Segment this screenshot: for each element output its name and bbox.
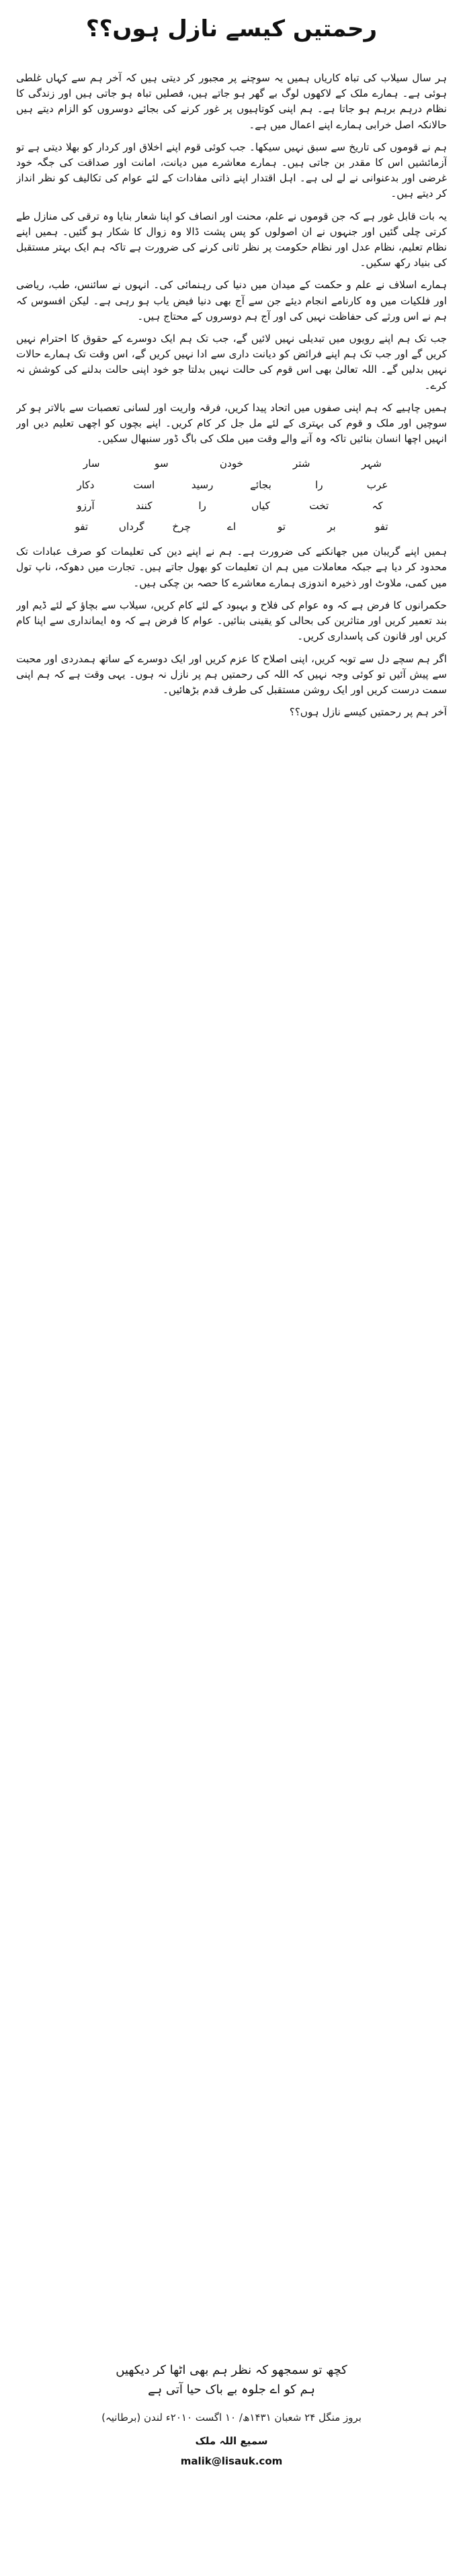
footer-poem-line: کچھ تو سمجھو کہ نظر ہم بھی اٹھا کر دیکھیں — [116, 2363, 347, 2377]
author-signature: سمیع اللہ ملک — [195, 2435, 268, 2447]
poem-word: کیاں — [251, 499, 270, 512]
poem-word: تخت — [309, 499, 329, 512]
paragraph: ہمارے اسلاف نے علم و حکمت کے میدان میں دنیا کی رہنمائی کی۔ انہوں نے سائنس، طب، ریاضی اور فلکیات میں وہ کارنامے انجام دیئے جن سے آج بھی دنیا فیض یاب ہو رہی ہے۔ لیکن افسوس کہ ہم نے اس ورثے کی حفاظت نہیں کی اور آج ہم دوسروں کے محتاج ہیں۔ — [16, 279, 447, 322]
paragraph: حکمرانوں کا فرض ہے کہ وہ عوام کی فلاح و بہبود کے لئے کام کریں، سیلاب سے بچاؤ کے لئے ڈیم اور بند تعمیر کریں اور متاثرین کی بحالی کو یقینی بنائیں۔ عوام کا فرض ہے کہ وہ ایمانداری سے اپنا کام کریں اور قانون کی پاسداری کریں۔ — [16, 598, 447, 643]
poem-word: سو — [155, 457, 169, 470]
poem-word: است — [133, 478, 155, 491]
poem-word: را — [198, 499, 206, 512]
poem-word: اے — [226, 521, 237, 533]
poem-word: تفو — [75, 521, 89, 533]
author-email: malik@lisauk.com — [180, 2455, 283, 2467]
footer-poem — [16, 2358, 447, 2402]
poem-word: تو — [277, 521, 286, 533]
paragraph: ہم نے قوموں کی تاریخ سے سبق نہیں سیکھا۔ جب کوئی قوم اپنے اخلاق اور کردار کو بھلا دیتی ہے تو آزمائشیں اس کا مقدر بن جاتی ہیں۔ ہمارے معاشرے میں دیانت، امانت اور صداقت کی جگہ خود غرضی اور بدعنوانی نے لے لی ہے۔ اہل اقتدار اپنے ذاتی مفادات کے لئے عوام کی تکالیف کو نظر انداز کر دیتے ہیں۔ — [16, 140, 447, 200]
poem-word: را — [314, 478, 323, 491]
poem-word: سار — [83, 457, 100, 470]
paragraph: جب تک ہم اپنے رویوں میں تبدیلی نہیں لائیں گے، جب تک ہم ایک دوسرے کے حقوق کا احترام نہیں کریں گے اور جب تک ہم اپنے فرائض کو دیانت داری سے ادا نہیں کریں گے، اس وقت تک ہمارے حالات نہیں بدلیں گے۔ اللہ تعالیٰ بھی اس قوم کی حالت نہیں بدلتا جو خود اپنی حالت بدلنے کی کوشش نہ کرے۔ — [16, 332, 447, 392]
poem-word: خودن — [219, 457, 244, 470]
paragraph: ہمیں اپنے گریبان میں جھانکنے کی ضرورت ہے۔ ہم نے اپنے دین کی تعلیمات کو صرف عبادات تک محدود کر دیا ہے جبکہ معاملات میں ہم ان تعلیمات کو بھول جاتے ہیں۔ تجارت میں دھوکہ، ناپ تول میں کمی، ملاوٹ اور ذخیرہ اندوزی ہمارے معاشرے کا حصہ بن چکی ہیں۔ — [16, 545, 447, 589]
poem-word: گرداں — [118, 521, 144, 533]
date-line: بروز منگل ۲۴ شعبان ۱۴۳۱ھ/ ۱۰ اگست ۲۰۱۰ء لندن (برطانیہ) — [101, 2411, 362, 2424]
poem-row — [56, 498, 407, 514]
persian-poem — [56, 456, 407, 535]
poem-word: تفو — [374, 521, 388, 533]
paragraph: یہ بات قابل غور ہے کہ جن قوموں نے علم، محنت اور انصاف کو اپنا شعار بنایا وہ ترقی کی منازل طے کرتی چلی گئیں اور جنہوں نے ان اصولوں کو پس پشت ڈالا وہ زوال کا شکار ہو گئیں۔ ہمیں اپنے نظام تعلیم، نظام عدل اور نظام حکومت پر نظر ثانی کرنے کی ضرورت ہے تاکہ ہم ایک بہتر مستقبل کی بنیاد رکھ سکیں۔ — [16, 210, 447, 269]
article-body — [16, 71, 447, 2334]
poem-word: کہ — [372, 499, 383, 512]
paragraph: ہر سال سیلاب کی تباہ کاریاں ہمیں یہ سوچنے پر مجبور کر دیتی ہیں کہ آخر ہم سے کہاں غلطی ہوئی ہے۔ ہمارے ملک کے لاکھوں لوگ بے گھر ہو جاتے ہیں، فصلیں تباہ ہو جاتی ہیں اور زندگی کا نظام درہم برہم ہو جاتا ہے۔ ہم اپنی کوتاہیوں پر غور کرنے کی بجائے دوسروں کو الزام دیتے ہیں حالانکہ اصل خرابی ہمارے اپنے اعمال میں ہے۔ — [16, 72, 447, 131]
closing-question: آخر ہم پر رحمتیں کیسے نازل ہوں؟؟ — [289, 706, 447, 719]
poem-row — [56, 456, 407, 472]
poem-word: دکار — [77, 478, 95, 491]
poem-word: بر — [327, 521, 336, 533]
paragraph: ہمیں چاہیے کہ ہم اپنی صفوں میں اتحاد پیدا کریں، فرقہ واریت اور لسانی تعصبات سے بالاتر ہو کر سوچیں اور ملک و قوم کی بہتری کے لئے مل جل کر کام کریں۔ اپنے بچوں کو اچھی تعلیم دیں اور انہیں اچھا انسان بنائیں تاکہ وہ آنے والے وقت میں ملک کی باگ ڈور سنبھال سکیں۔ — [16, 401, 447, 445]
poem-word: شہر — [361, 457, 382, 470]
paragraph: اگر ہم سچے دل سے توبہ کریں، اپنی اصلاح کا عزم کریں اور ایک دوسرے کے ساتھ ہمدردی اور محبت سے پیش آئیں تو کوئی وجہ نہیں کہ اللہ کی رحمتیں ہم پر نازل نہ ہوں۔ یہی وقت ہے کہ ہم اپنی سمت درست کریں اور ایک روشن مستقبل کی طرف قدم بڑھائیں۔ — [16, 652, 447, 696]
poem-word: عرب — [366, 478, 388, 491]
poem-word: شتر — [292, 457, 310, 470]
poem-word: کنند — [136, 499, 153, 512]
poem-row — [56, 519, 407, 535]
poem-row — [56, 478, 407, 493]
poem-word: آرزو — [77, 499, 95, 512]
poem-word: بجائے — [250, 478, 271, 491]
footer-poem-line: ہم کو اے جلوہ بے باک حیا آتی ہے — [148, 2383, 315, 2397]
poem-word: چرخ — [172, 521, 191, 533]
article-title: رحمتیں کیسے نازل ہوں؟؟ — [85, 15, 378, 42]
poem-word: رسید — [191, 478, 214, 491]
